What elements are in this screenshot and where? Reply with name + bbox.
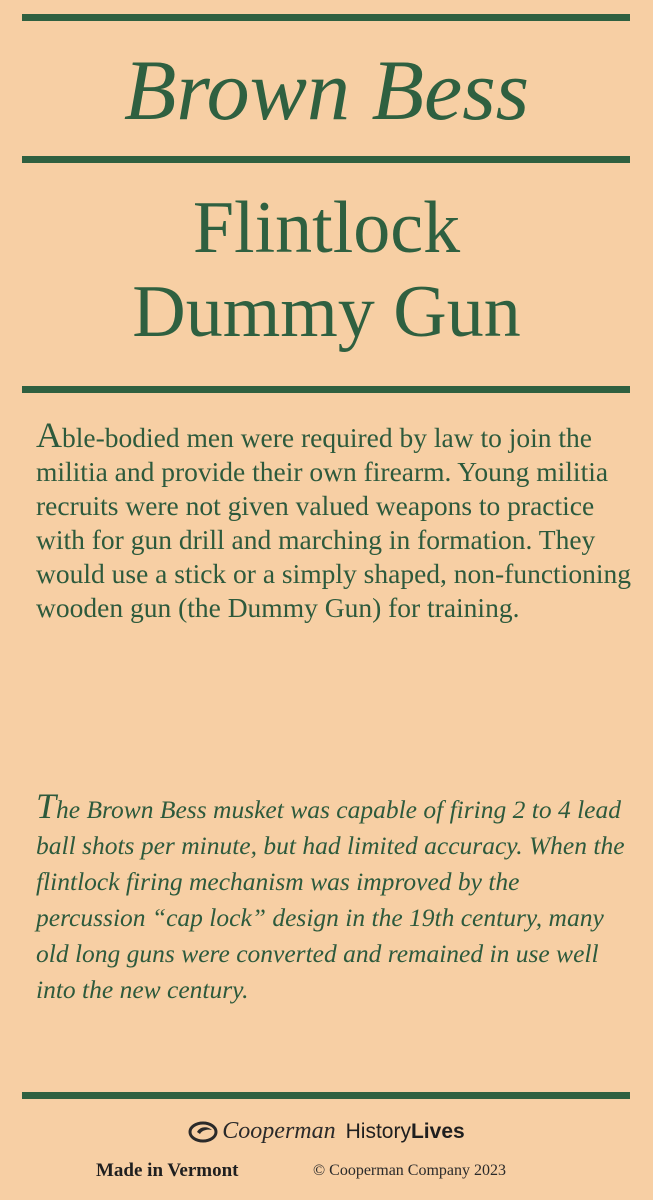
paragraph-text: ble-bodied men were required by law to join the militia and provide their own firearm. Young militia recruits were not given valued weapons to practice with for gun drill and marching in formation. They would use a stick or a simply shaped, non-functioning wooden gun (the Dummy Gun) for training. [36,422,631,623]
footer-divider [22,1092,630,1099]
made-in-label: Made in Vermont [96,1160,239,1181]
title-divider [22,156,630,163]
history-paragraph [36,415,636,625]
musket-paragraph [36,788,630,1008]
subtitle-line-1: Flintlock [192,187,461,269]
brand-history: History [345,1120,411,1143]
brand-lives: Lives [410,1120,465,1143]
cooperman-logo-icon [188,1120,218,1144]
page-subtitle [0,186,653,354]
copyright-label: © Cooperman Company 2023 [313,1162,507,1179]
subtitle-line-2: Dummy Gun [132,271,521,353]
page-title: Brown Bess [123,42,530,138]
subtitle-divider [22,386,630,393]
top-rule [22,14,630,21]
dropcap: T [36,786,57,826]
dropcap: A [36,415,62,455]
brand-line [0,1116,653,1147]
brand-name: Cooperman [222,1118,336,1144]
paragraph-text: he Brown Bess musket was capable of firing 2 to 4 lead ball shots per minute, but had limited accuracy. When the flintlock firing mechanism was improved by the percussion “cap lock” design in the 19th century, many old long guns were converted and remained in use well into the new century. [36,795,625,1004]
